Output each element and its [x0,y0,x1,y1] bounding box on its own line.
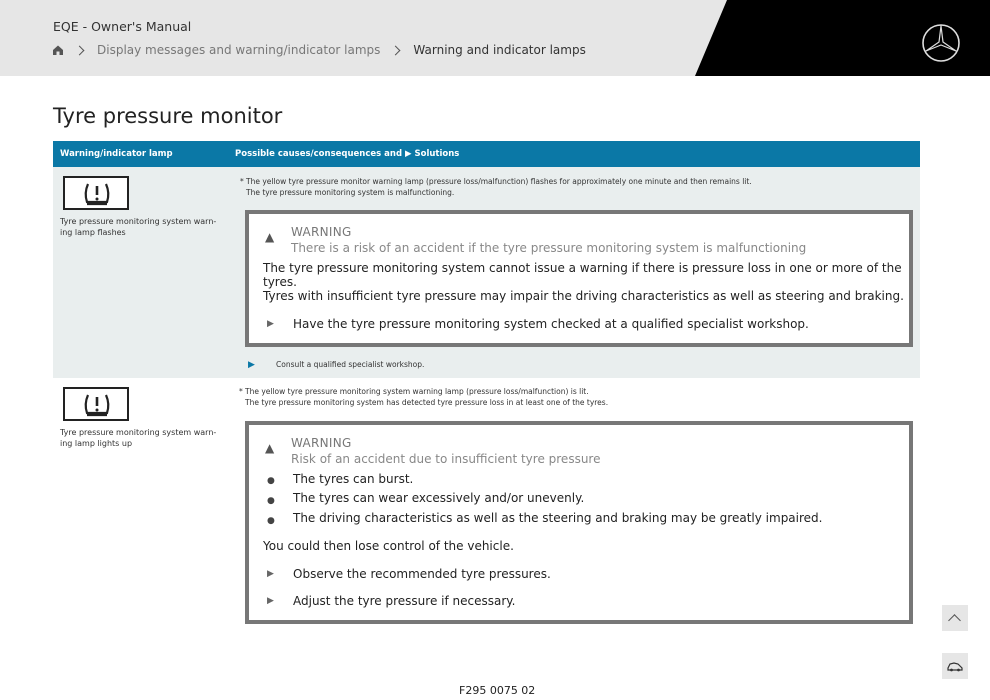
bullet-icon: ● [267,516,275,526]
solution-arrow-icon: ▶ [248,360,255,370]
breadcrumb [52,42,586,58]
cause-text: * The yellow tyre pressure monitor warning lamp (pressure loss/malfunction) flashes for approximately one minute and then remains lit. The tyre pressure monitoring system is malfunctioning. [240,177,752,197]
manual-title: EQE - Owner's Manual [53,19,192,34]
chevron-up-icon [948,614,961,627]
column-header-causes: Possible causes/consequences and ▶ Solutions [235,149,460,159]
chevron-right-icon [391,45,401,55]
warning-box [245,210,913,347]
warning-bullet-text: The tyres can wear excessively and/or unevenly. [293,491,585,505]
cause-text: * The yellow tyre pressure monitoring system warning lamp (pressure loss/malfunction) is lit. The tyre pressure monitoring system has detected tyre pressure loss in at least one of the tyres. [239,387,609,407]
bullet-icon: ● [267,496,275,506]
warning-triangle-icon: ▲ [265,441,275,455]
breadcrumb-item[interactable]: Display messages and warning/indicator lamps [97,43,381,57]
page-title: Tyre pressure monitor [53,104,283,128]
tyre-pressure-lamp-icon [63,387,129,421]
warning-paragraph: You could then lose control of the vehicle. [263,539,514,553]
warning-title: WARNING [291,436,352,450]
warning-action: Have the tyre pressure monitoring system checked at a qualified specialist workshop. [293,317,809,331]
warning-box [245,421,913,624]
site-header [0,0,990,76]
column-header-lamp: Warning/indicator lamp [60,149,173,159]
figure-code: F295 0075 02 [459,684,536,697]
lamp-caption: Tyre pressure monitoring system warn- ing lamp lights up [60,428,217,448]
warning-bullet-text: The tyres can burst. [293,472,414,486]
chevron-right-icon [75,45,85,55]
warning-paragraph: The tyre pressure monitoring system cannot issue a warning if there is pressure loss in one or more of the tyres. [263,261,902,289]
car-icon [947,660,963,672]
warning-bullet-text: The driving characteristics as well as the steering and braking may be greatly impaired. [293,511,823,525]
solution-text: Consult a qualified specialist workshop. [276,360,425,369]
warning-paragraph: Tyres with insufficient tyre pressure may impair the driving characteristics as well as steering and braking. [263,289,904,303]
warning-triangle-icon: ▲ [265,230,275,244]
lamp-caption: Tyre pressure monitoring system warn- ing lamp flashes [60,217,217,237]
warning-subtitle: Risk of an accident due to insufficient tyre pressure [291,452,601,466]
breadcrumb-current[interactable]: Warning and indicator lamps [413,43,586,57]
table-header [53,141,920,167]
home-icon[interactable] [52,44,64,56]
warning-action: Adjust the tyre pressure if necessary. [293,594,516,608]
scroll-to-top-button[interactable] [942,605,968,631]
action-arrow-icon: ▶ [267,596,274,606]
feedback-button[interactable] [942,653,968,679]
tyre-pressure-lamp-icon [63,176,129,210]
mercedes-star-logo[interactable] [921,23,961,63]
warning-action: Observe the recommended tyre pressures. [293,567,551,581]
warning-subtitle: There is a risk of an accident if the tyre pressure monitoring system is malfunctioning [291,241,807,255]
bullet-icon: ● [267,476,275,486]
action-arrow-icon: ▶ [267,569,274,579]
warning-title: WARNING [291,225,352,239]
action-arrow-icon: ▶ [267,319,274,329]
